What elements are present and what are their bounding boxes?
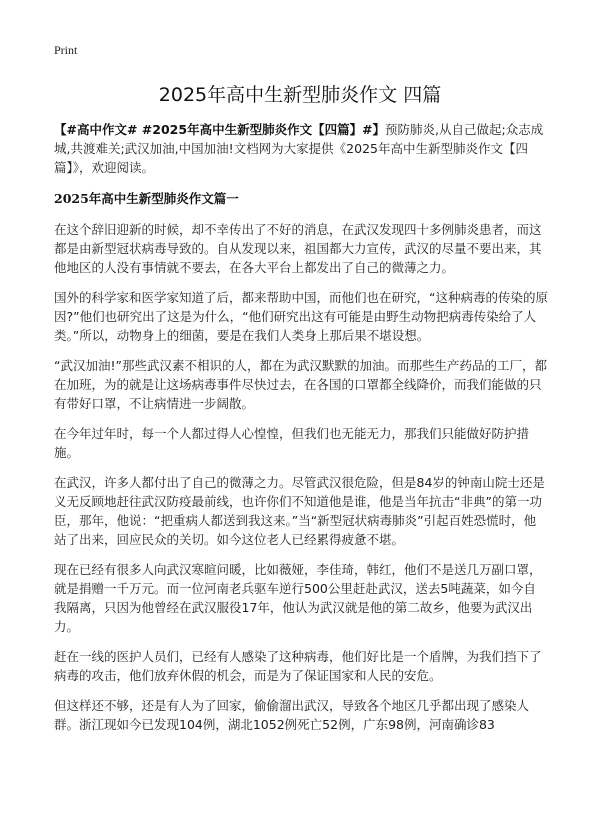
body-paragraph-5: 在武汉，许多人都付出了自己的微薄之力。尽管武汉很危险，但是84岁的钟南山院士还是义无反顾地赶往武汉防疫最前线，也许你们不知道他是谁，他是当年抗击“非典”的第一功臣，那年，他说：“把重病人都送到我这来。”当“新型冠状病毒肺炎”引起百姓恐慌时，他站了出来，回应民众的关切。如今这位老人已经累得疲惫不堪。 — [54, 475, 545, 547]
page-title: 2025年高中生新型肺炎作文 四篇 — [158, 84, 442, 106]
body-paragraph-8: 但这样还不够，还是有人为了回家，偷偷溜出武汉，导致各个地区几乎都出现了感染人群。浙江现如今已发现104例，湖北1052例死亡52例，广东98例，河南确诊83 — [54, 698, 530, 732]
section-heading: 2025年高中生新型肺炎作文篇一 — [54, 191, 239, 206]
intro-text: 预防肺炎,从自己做起;众志成城,共渡难关;武汉加油,中国加油!文档网为大家提供《2025年高中生新型肺炎作文【四篇】》，欢迎阅读。 — [54, 122, 544, 175]
body-paragraph-4: 在今年过年时，每一个人都过得人心惶惶，但我们也无能无力，那我们只能做好防护措施。 — [54, 426, 530, 460]
intro-tags: 【#高中作文# #2025年高中生新型肺炎作文【四篇】#】 — [54, 122, 386, 137]
body-paragraph-3: “武汉加油!”那些武汉素不相识的人，都在为武汉默默的加油。而那些生产药品的工厂，都在加班，为的就是让这场病毒事件尽快过去，在各国的口罩都全线降价，而我们能做的只有带好口罩，不让病情进一步阔散。 — [54, 358, 547, 411]
body-paragraph-2: 国外的科学家和医学家知道了后，都来帮助中国，而他们也在研究，“这种病毒的传染的原因?”他们也研究出了这是为什么，“他们研究出这有可能是由野生动物把病毒传染给了人类。”所以，动物身上的细菌，要是在我们人类身上那后果不堪设想。 — [54, 290, 548, 343]
body-paragraph-6: 现在已经有很多人向武汉寒暄问暖，比如薇娅，李佳琦，韩红，他们不是送几万副口罩，就是捐赠一千万元。而一位河南老兵驱车逆行500公里赶赴武汉，送去5吨蔬菜，如今自我隔离，只因为他曾经在武汉服役17年，他认为武汉就是他的第二故乡，他要为武汉出力。 — [54, 562, 542, 634]
intro-paragraph — [54, 120, 548, 177]
print-label[interactable]: Print — [54, 43, 78, 57]
article-body — [54, 120, 548, 745]
body-paragraph-7: 赶在一线的医护人员们，已经有人感染了这种病毒，他们好比是一个盾牌，为我们挡下了病毒的攻击，他们放弃休假的机会，而是为了保证国家和人民的安危。 — [54, 649, 542, 683]
body-paragraph-1: 在这个辞旧迎新的时候，却不幸传出了不好的消息，在武汉发现四十多例肺炎患者，而这都是由新型冠状病毒导致的。自从发现以来，祖国都大力宣传，武汉的尽量不要出来，其他地区的人没有事情就不要去，在各大平台上都发出了自己的微薄之力。 — [54, 222, 542, 275]
